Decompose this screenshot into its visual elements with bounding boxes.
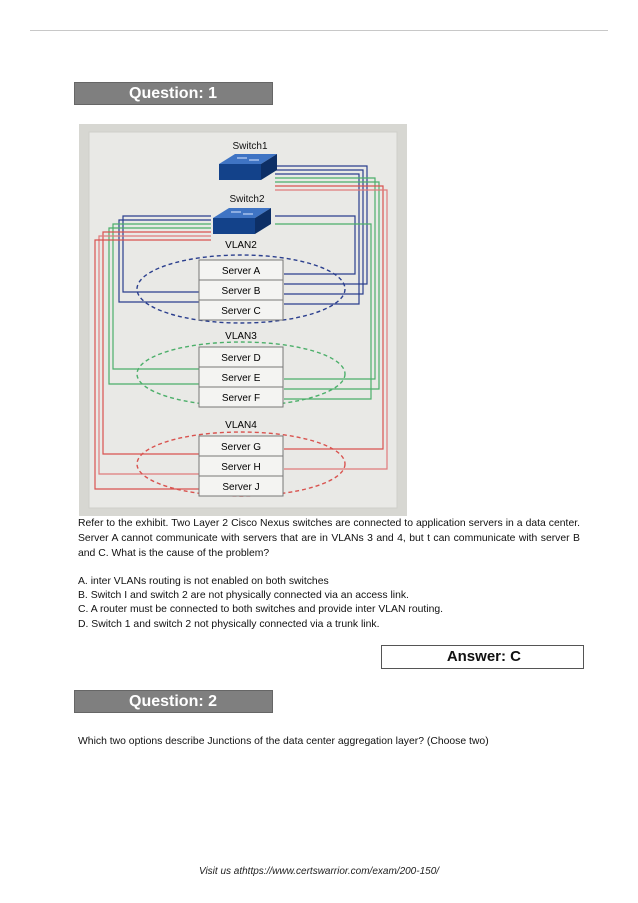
server-c-label: Server C (221, 306, 261, 317)
server-g-label: Server G (220, 442, 262, 453)
server-h-label: Server H (221, 462, 261, 473)
option-d: D. Switch 1 and switch 2 not physically connected via a trunk link. (78, 618, 380, 630)
footer-link[interactable]: Visit us athttps://www.certswarrior.com/exam/200-150/ (198, 866, 440, 877)
vlan4-label: VLAN4 (225, 420, 257, 431)
vlan4-servers (199, 436, 283, 496)
answer-text: Answer: C (446, 648, 521, 665)
option-a: A. inter VLANs routing is not enabled on both switches (78, 576, 329, 587)
question-2-title: Question: 2 (129, 693, 218, 710)
network-exhibit (79, 124, 407, 516)
vlan2-servers (199, 260, 283, 320)
option-c: C. A router must be connected to both switches and provide inter VLAN routing. (78, 604, 444, 616)
top-rule (30, 30, 608, 31)
vlan3-label: VLAN3 (225, 331, 257, 342)
answer-box (381, 645, 584, 669)
server-f-label: Server F (221, 393, 261, 404)
vlan3-servers (199, 347, 283, 407)
server-b-label: Server B (221, 286, 261, 297)
question-1-title: Question: 1 (129, 85, 218, 102)
question-2-banner (74, 690, 273, 713)
server-j-label: Server J (222, 482, 260, 493)
question-1-text: Refer to the exhibit. Two Layer 2 Cisco Nexus switches are connected to application servers in a data center. Server A cannot communicate with servers that are in VLANs 3 and 4, but t can communicate with server B and C. What is the cause of the problem? (78, 518, 580, 559)
vlan2-label: VLAN2 (225, 240, 257, 251)
server-d-label: Server D (221, 353, 261, 364)
switch1-label: Switch1 (232, 141, 268, 152)
server-e-label: Server E (221, 373, 261, 384)
server-a-label: Server A (221, 266, 261, 277)
question-1-banner (74, 82, 273, 105)
switch2-label: Switch2 (229, 194, 265, 205)
question-2-text: Which two options describe Junctions of the data center aggregation layer? (Choose two) (78, 736, 489, 747)
option-b: B. Switch I and switch 2 are not physically connected via an access link. (78, 590, 409, 602)
question-1-options (78, 575, 580, 632)
